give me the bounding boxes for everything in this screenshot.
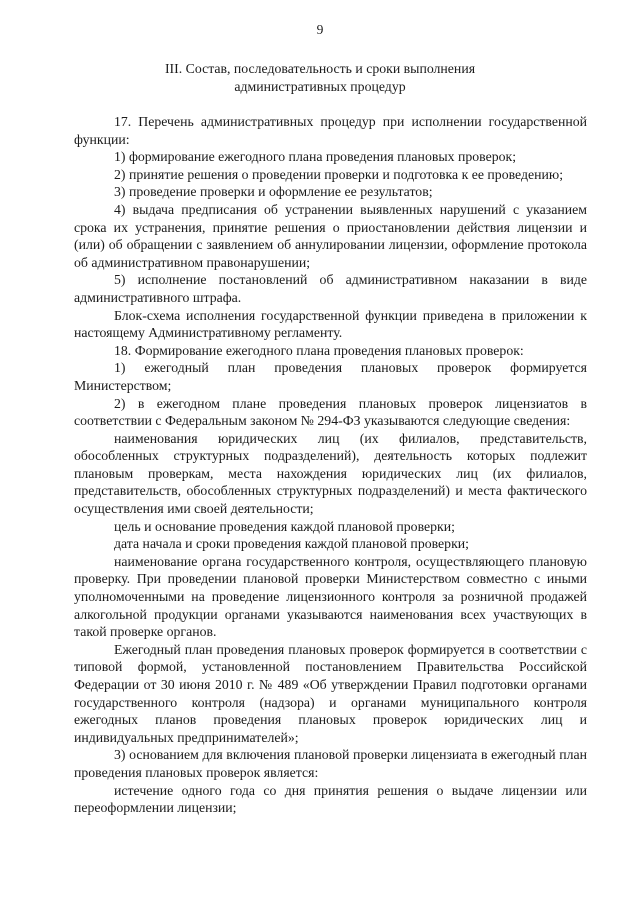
- paragraph: 3) основанием для включения плановой проверки лицензиата в ежегодный план проведения плановых проверок является:: [74, 747, 587, 780]
- paragraph: 5) исполнение постановлений об административном наказании в виде административного штрафа.: [74, 272, 587, 305]
- paragraph: 3) проведение проверки и оформление ее результатов;: [114, 184, 433, 200]
- paragraph: дата начала и сроки проведения каждой плановой проверки;: [114, 536, 469, 552]
- document-body: [74, 113, 587, 817]
- paragraph: 17. Перечень административных процедур при исполнении государственной функции:: [74, 114, 587, 147]
- page-number: 9: [316, 22, 324, 37]
- section-heading-line-2: административных процедур: [234, 78, 406, 94]
- section-heading-line-1: III. Состав, последовательность и сроки выполнения: [164, 61, 476, 76]
- paragraph: 4) выдача предписания об устранении выявленных нарушений с указанием срока их устранения, принятие решения о приостановлении действия лицензии и (или) об обращении с заявлением об аннулировании лицензии, оформление протокола об административном правонарушении;: [74, 201, 587, 270]
- paragraph: 2) принятие решения о проведении проверки и подготовка к ее проведению;: [114, 166, 564, 182]
- section-heading: [0, 60, 640, 95]
- paragraph: 1) ежегодный план проведения плановых проверок формируется Министерством;: [74, 360, 587, 393]
- paragraph: 18. Формирование ежегодного плана проведения плановых проверок:: [114, 342, 524, 358]
- paragraph: цель и основание проведения каждой плановой проверки;: [114, 518, 455, 534]
- paragraph: наименование органа государственного контроля, осуществляющего плановую проверку. При проведении плановой проверки Министерством совместно с иными уполномоченными на проведение лицензионного контроля за розничной продажей алкогольной продукции органами указываются наименования всех участвующих в такой проверке органов.: [74, 553, 587, 640]
- paragraph: 1) формирование ежегодного плана проведения плановых проверок;: [114, 149, 517, 165]
- paragraph: наименования юридических лиц (их филиалов, представительств, обособленных структурных подразделений), деятельность которых подлежит плановым проверкам, места нахождения юридических лиц (их филиалов, представительств, обособленных структурных подразделений) и места фактического осуществления ими своей деятельности;: [74, 430, 587, 517]
- paragraph: Блок-схема исполнения государственной функции приведена в приложении к настоящему Административному регламенту.: [74, 307, 587, 341]
- paragraph: Ежегодный план проведения плановых проверок формируется в соответствии с типовой формой, установленной постановлением Правительства Российской Федерации от 30 июня 2010 г. № 489 «Об утверждении Правил подготовки органами государственного контроля (надзора) и органами муниципального контроля ежегодных планов проведения плановых проверок юридических лиц и индивидуальных предпринимателей»;: [74, 641, 587, 745]
- paragraph: 2) в ежегодном плане проведения плановых проверок лицензиатов в соответствии с Федеральным законом № 294-ФЗ указываются следующие сведения:: [74, 395, 587, 429]
- paragraph: истечение одного года со дня принятия решения о выдаче лицензии или переоформлении лицензии;: [74, 782, 587, 816]
